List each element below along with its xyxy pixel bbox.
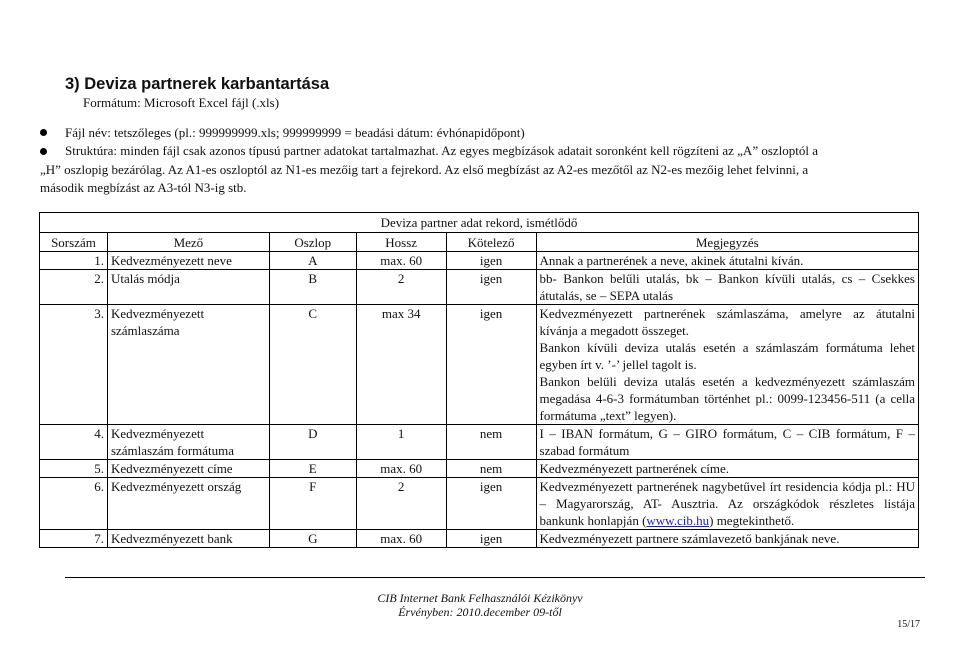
footer-divider [65, 577, 925, 578]
row-number: 6. [40, 478, 108, 530]
row-number: 5. [40, 460, 108, 478]
header-sorszam: Sorszám [40, 233, 108, 252]
row-number: 3. [40, 305, 108, 425]
row-column: G [269, 530, 356, 548]
table-row [40, 478, 919, 530]
row-field: Kedvezményezett címe [107, 460, 269, 478]
table-row [40, 460, 919, 478]
header-kotelezo: Kötelező [446, 233, 536, 252]
bullet-dot-icon [40, 148, 47, 155]
bullet-text-line: második megbízást az A3-tól N3-ig stb. [40, 180, 247, 195]
row-required: igen [446, 252, 536, 270]
row-length: max. 60 [356, 460, 446, 478]
footer-validity: Érvényben: 2010.december 09-től [398, 605, 562, 619]
row-note: Kedvezményezett partnere számlavezető bankjának neve. [536, 530, 918, 548]
row-number: 1. [40, 252, 108, 270]
bullet-filename [40, 123, 920, 142]
header-hossz: Hossz [356, 233, 446, 252]
row-field: Kedvezményezett ország [107, 478, 269, 530]
table-row [40, 530, 919, 548]
row-number: 4. [40, 425, 108, 460]
row-required: igen [446, 530, 536, 548]
row-required: nem [446, 460, 536, 478]
bullet-text-line: Struktúra: minden fájl csak azonos típusú partner adatokat tartalmazhat. Az egyes megbízások adatait soronként kell rögzíteni az „A” oszloptól a [65, 143, 819, 158]
row-note-text: Kedvezményezett partnerének nagybetűvel írt residencia kódja pl.: HU – Magyarország, AT- Ausztria. Az országkódok részletes listája bankunk honlapján ( [539, 479, 915, 528]
row-column: B [269, 270, 356, 305]
row-note-paragraph: Kedvezményezett partnerének számlaszáma, amelyre az átutalni kívánja a megadott összeget. [539, 306, 915, 338]
row-column: C [269, 305, 356, 425]
row-field: Utalás módja [107, 270, 269, 305]
page-number: 15/17 [897, 619, 920, 630]
header-megjegyzes: Megjegyzés [536, 233, 918, 252]
row-length: 1 [356, 425, 446, 460]
row-note: Annak a partnerének a neve, akinek átutalni kíván. [536, 252, 918, 270]
row-length: max. 60 [356, 530, 446, 548]
format-subtitle: Formátum: Microsoft Excel fájl (.xls) [83, 95, 280, 110]
row-number: 2. [40, 270, 108, 305]
row-length: 2 [356, 270, 446, 305]
row-number: 7. [40, 530, 108, 548]
row-field: Kedvezményezett bank [107, 530, 269, 548]
row-column: E [269, 460, 356, 478]
row-column: D [269, 425, 356, 460]
row-required: igen [446, 305, 536, 425]
row-note-paragraph: Bankon kívüli deviza utalás esetén a számlaszám formátuma lehet egyben írt v. ’-’ jellel tagolt is. [539, 340, 915, 372]
header-mezo: Mező [107, 233, 269, 252]
row-note-text: ) megtekinthető. [709, 513, 795, 528]
section-title: 3) Deviza partnerek karbantartása [65, 75, 330, 93]
bullet-structure [40, 142, 920, 198]
row-field: Kedvezményezett számlaszáma [107, 305, 269, 425]
row-column: A [269, 252, 356, 270]
section-heading [65, 74, 329, 111]
row-field: Kedvezményezett számlaszám formátuma [107, 425, 269, 460]
row-note: Kedvezményezett partnerének címe. [536, 460, 918, 478]
table-row [40, 305, 919, 425]
table-row [40, 252, 919, 270]
row-required: igen [446, 478, 536, 530]
row-note: bb- Bankon belűli utalás, bk – Bankon kívüli utalás, cs – Csekkes átutalás, se – SEPA utalás [536, 270, 918, 305]
footer-manual-title: CIB Internet Bank Felhasználói Kézikönyv [377, 591, 583, 605]
row-column: F [269, 478, 356, 530]
row-length: 2 [356, 478, 446, 530]
row-required: nem [446, 425, 536, 460]
table-row [40, 425, 919, 460]
bullet-list [40, 123, 920, 198]
bullet-text-line: „H” oszlopig bezárólag. Az A1-es oszloptól az N1-es mezőig tart a fejrekord. Az első megbízást az A2-es mezőtől az N2-es mezőig lehet felvinni, a [40, 161, 809, 177]
table-title: Deviza partner adat rekord, ismétlődő [40, 213, 919, 233]
bullet-text: Fájl név: tetszőleges (pl.: 999999999.xls; 999999999 = beadási dátum: évhónapidőpont) [65, 125, 525, 140]
record-table [39, 212, 919, 548]
row-note [536, 305, 918, 425]
header-oszlop: Oszlop [269, 233, 356, 252]
row-note-paragraph: Bankon belüli deviza utalás esetén a kedvezményezett számlaszám megadása 4-6-3 formátumban történhet pl.: 0099-123456-511 (a cella formátuma „text” legyen). [539, 374, 915, 423]
row-field: Kedvezményezett neve [107, 252, 269, 270]
row-length: max. 60 [356, 252, 446, 270]
row-note [536, 478, 918, 530]
bullet-dot-icon [40, 129, 47, 136]
row-length: max 34 [356, 305, 446, 425]
table-row [40, 270, 919, 305]
row-required: igen [446, 270, 536, 305]
row-note: I – IBAN formátum, G – GIRO formátum, C – CIB formátum, F – szabad formátum [536, 425, 918, 460]
cib-website-link[interactable]: www.cib.hu [646, 513, 710, 528]
